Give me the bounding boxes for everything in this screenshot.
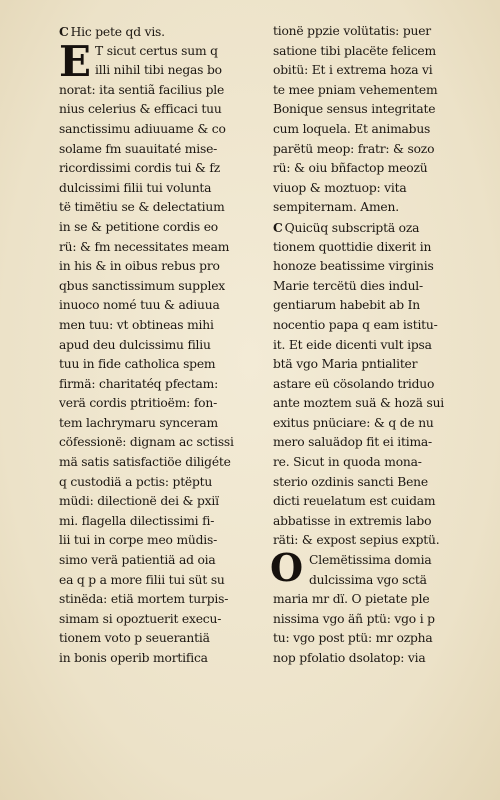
- text-line: firmä: charitatéq pfectam:: [59, 376, 219, 391]
- text-line: tionë ppzie volütatis: puer: [273, 24, 431, 38]
- text-line: satione tibi placëte felicem: [273, 43, 436, 58]
- text-line: qbus sanctissimum supplex: [59, 278, 226, 293]
- text-line: dulcissimi filii tui volunta: [59, 180, 212, 195]
- text-line: ante moztem suä & hozä sui: [273, 396, 445, 411]
- text-line: viuop & moztuop: vita: [273, 180, 407, 195]
- text-line: sterio ozdinis sancti Bene: [273, 474, 428, 489]
- text-line: re. Sicut in quoda mona-: [273, 455, 422, 470]
- text-line: btä vgo Maria pntialiter: [273, 357, 418, 372]
- text-line: nius celerius & efficaci tuu: [59, 102, 222, 117]
- drop-cap-initial: E: [59, 36, 91, 86]
- text-line: müdi: dilectionë dei & pxiï: [59, 494, 219, 509]
- text-line: honoze beatissime virginis: [273, 259, 434, 274]
- text-line: sanctissimu adiuuame & co: [59, 121, 226, 136]
- text-line: abbatisse in extremis labo: [273, 513, 432, 528]
- text-line: q custodiä a pctis: ptëptu: [59, 474, 213, 489]
- text-line: men tuu: vt obtineas mihi: [59, 317, 214, 332]
- text-line: astare eü cösolando triduo: [273, 376, 435, 391]
- text-line: dicti reuelatum est cuidam: [273, 494, 436, 509]
- paragraph-with-initial: [270, 545, 483, 669]
- text-line: verä cordis ptritioëm: fon-: [59, 396, 218, 411]
- right-text-column: [270, 22, 483, 669]
- text-line: simam si opoztuerit execu-: [59, 611, 222, 626]
- paragraph-mark-icon: C: [273, 219, 283, 235]
- text-line: Clemëtissima domia: [309, 553, 432, 568]
- text-line: nop pfolatio dsolatop: via: [273, 651, 426, 665]
- text-line: mero saluädop fit ei itima-: [273, 435, 433, 450]
- drop-cap-initial: O: [270, 545, 303, 591]
- text-line: norat: ita sentiã facilius ple: [59, 82, 225, 97]
- text-line: mi. flagella dilectissimi fi-: [59, 513, 215, 528]
- paragraph-with-initial: [59, 36, 269, 669]
- left-text-column: [59, 22, 269, 669]
- text-line: ricordissimi cordis tui & fz: [59, 161, 221, 176]
- text-line: in his & in oibus rebus pro: [59, 259, 220, 274]
- text-line: in se & petitione cordis eo: [59, 219, 218, 234]
- text-line: apud deu dulcissimu filiu: [59, 337, 211, 352]
- text-line: dulcissima vgo sctä: [309, 572, 427, 587]
- text-line: rü: & oiu bñfactop meozü: [273, 161, 428, 176]
- text-line: obitü: Et i extrema hoza vi: [273, 63, 433, 78]
- text-line: ea q p a more filii tui süt su: [59, 572, 225, 587]
- text-line: tem lachrymaru synceram: [59, 415, 218, 430]
- text-line: cöfessionë: dignam ac sctissi: [59, 435, 234, 450]
- text-line: të timëtiu se & delectatium: [59, 200, 225, 215]
- text-line: Marie tercëtü dies indul-: [273, 278, 423, 293]
- text-line: tuu in fide catholica spem: [59, 357, 216, 372]
- text-line: solame fm suauitaté mise-: [59, 141, 218, 156]
- text-line: cum loquela. Et animabus: [273, 121, 431, 136]
- text-line: T sicut certus sum q: [95, 43, 218, 58]
- text-line: te mee pniam vehementem: [273, 82, 438, 97]
- text-line: inuoco nomé tuu & adiuua: [59, 298, 220, 313]
- text-line: nocentio papa q eam istitu-: [273, 317, 438, 332]
- text-line: parëtü meop: fratr: & sozo: [273, 141, 435, 156]
- text-line: stinëda: etiä mortem turpis-: [59, 592, 229, 607]
- section-heading: C Hic pete qd vis.: [59, 24, 165, 39]
- text-line: tionem voto p seuerantiä: [59, 631, 210, 646]
- text-line: maria mr dï. O pietate ple: [273, 592, 430, 607]
- text-line: mä satis satisfactiöe diligéte: [59, 455, 231, 470]
- text-line: exitus pnüciare: & q de nu: [273, 415, 434, 430]
- text-line: tionem quottidie dixerit in: [273, 239, 432, 254]
- text-line: Bonique sensus integritate: [273, 102, 436, 117]
- text-line: nissima vgo äñ ptü: vgo i p: [273, 611, 435, 626]
- text-line: illi nihil tibi negas bo: [95, 63, 222, 78]
- text-line: simo verä patientiä ad oia: [59, 553, 216, 568]
- text-line: in bonis operib mortifica: [59, 651, 208, 665]
- text-line: räti: & expost sepius exptü.: [273, 533, 440, 548]
- text-line: gentiarum habebit ab In: [273, 298, 420, 313]
- text-line: sempiternam. Amen.: [273, 200, 399, 215]
- section-heading: C Quicüq subscriptä oza: [273, 219, 420, 235]
- paragraph-mark-icon: C: [59, 24, 69, 39]
- text-line: tu: vgo post ptü: mr ozpha: [273, 631, 433, 646]
- text-line: lii tui in corpe meo müdis-: [59, 533, 218, 548]
- text-line: rü: & fm necessitates meam: [59, 239, 230, 254]
- text-line: it. Et eide dicenti vult ipsa: [273, 337, 432, 352]
